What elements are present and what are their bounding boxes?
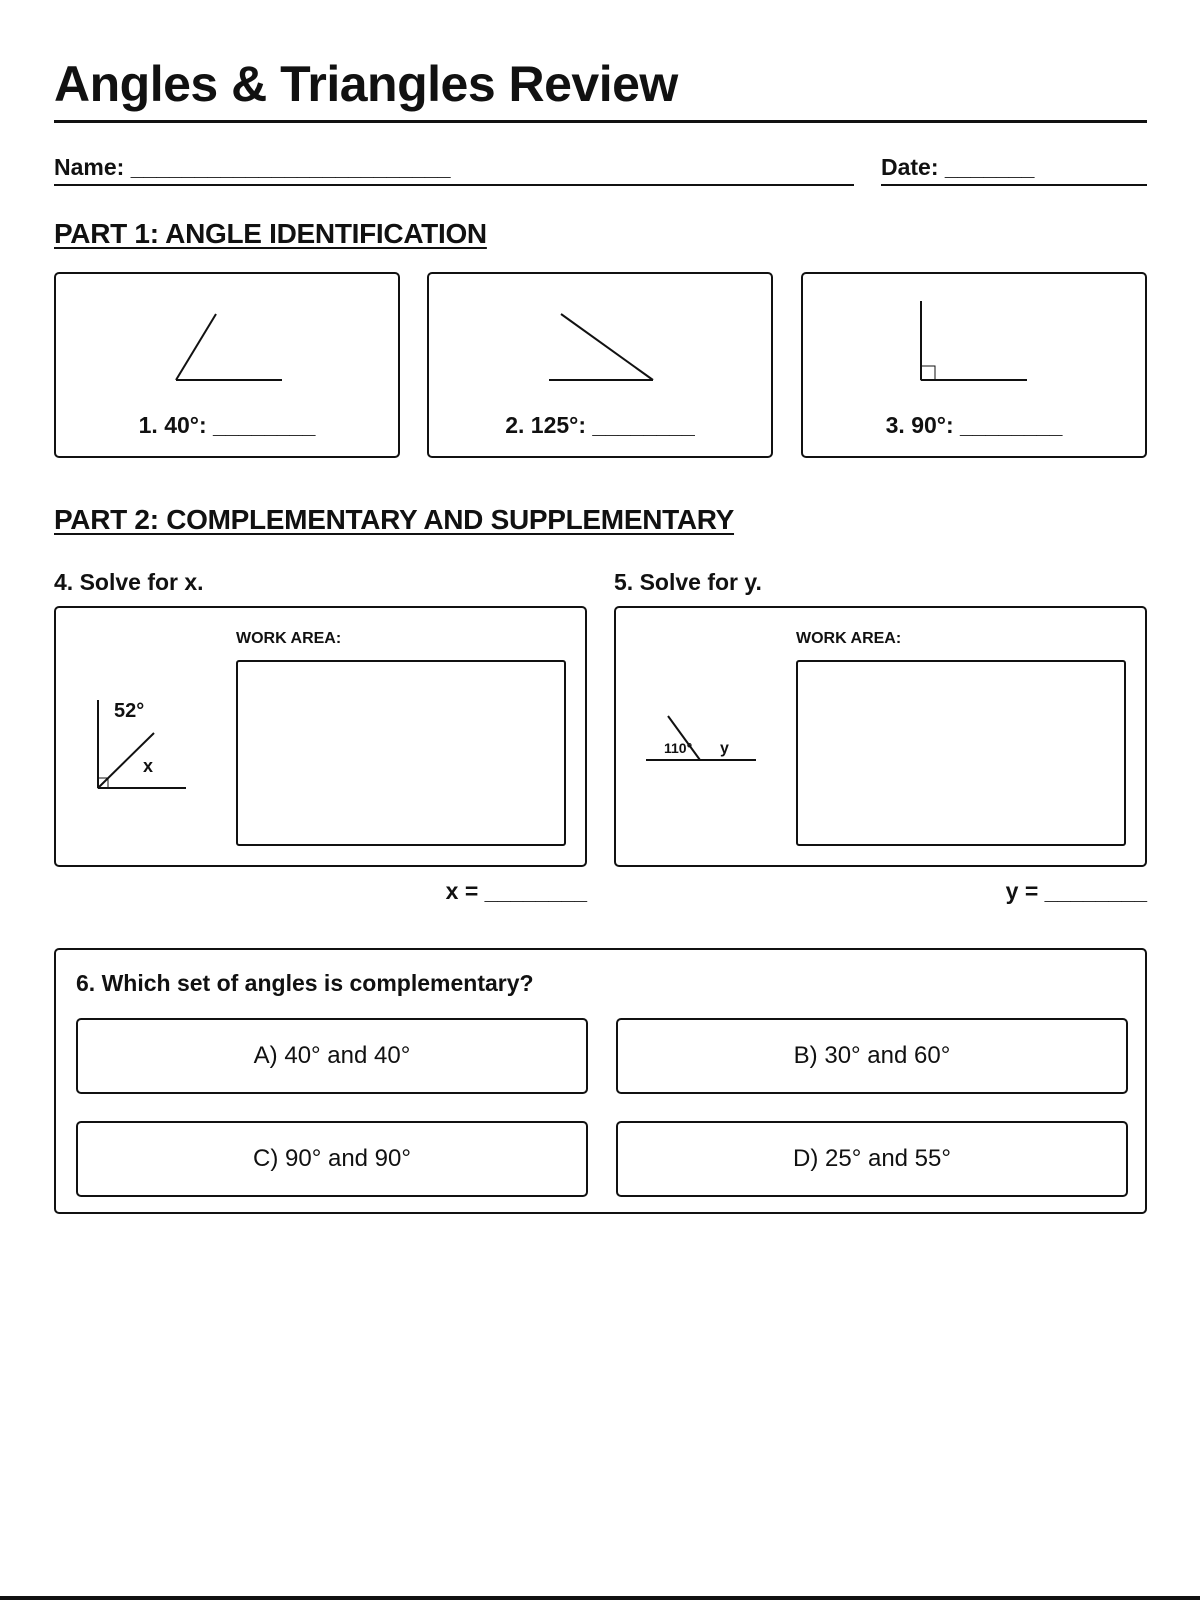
answer-y[interactable]: y = ________: [1005, 878, 1147, 904]
answer-x[interactable]: x = ________: [445, 878, 587, 904]
supplementary-angle-diagram: [636, 698, 776, 778]
given-angle-52: 52°: [114, 700, 145, 722]
work-area-label-4: WORK AREA:: [236, 630, 342, 647]
name-label: Name: _________________________: [54, 154, 451, 180]
unknown-x-label: x: [143, 756, 154, 776]
angle-card-2: [427, 272, 773, 458]
given-angle-110: 110°: [664, 740, 693, 756]
part1-heading: PART 1: ANGLE IDENTIFICATION: [54, 218, 487, 249]
angle-label-3: 3. 90°: ________: [885, 412, 1063, 438]
angle-card-1: [54, 272, 400, 458]
worksheet-title: Angles & Triangles Review: [54, 56, 678, 112]
obtuse-angle-diagram: [429, 274, 771, 394]
work-area-label-5: WORK AREA:: [796, 630, 902, 647]
choice-a[interactable]: A) 40° and 40°: [76, 1018, 588, 1094]
angle-card-3: [801, 272, 1147, 458]
question-6-card: [54, 948, 1147, 1214]
choice-b[interactable]: B) 30° and 60°: [616, 1018, 1128, 1094]
problem-5-card: [614, 606, 1147, 867]
date-label: Date: _______: [881, 154, 1035, 180]
acute-angle-diagram: [56, 274, 398, 394]
problem-5-title: 5. Solve for y.: [614, 569, 762, 595]
problem-4-card: [54, 606, 587, 867]
date-field[interactable]: [881, 150, 1147, 186]
work-area-4[interactable]: [236, 660, 566, 846]
unknown-y-label: y: [720, 740, 729, 757]
work-area-5[interactable]: [796, 660, 1126, 846]
part2-heading: PART 2: COMPLEMENTARY AND SUPPLEMENTARY: [54, 504, 735, 535]
angle-label-2: 2. 125°: ________: [505, 412, 695, 438]
right-angle-diagram: [803, 274, 1145, 394]
name-field[interactable]: [54, 150, 854, 186]
complementary-angle-diagram: [76, 668, 216, 818]
angle-label-1: 1. 40°: ________: [138, 412, 316, 438]
choice-c[interactable]: C) 90° and 90°: [76, 1121, 588, 1197]
title-divider: [54, 120, 1147, 123]
problem-4-title: 4. Solve for x.: [54, 569, 204, 595]
question-6-prompt: 6. Which set of angles is complementary?: [76, 970, 534, 996]
page-bottom-border: [0, 1596, 1200, 1600]
choice-d[interactable]: D) 25° and 55°: [616, 1121, 1128, 1197]
